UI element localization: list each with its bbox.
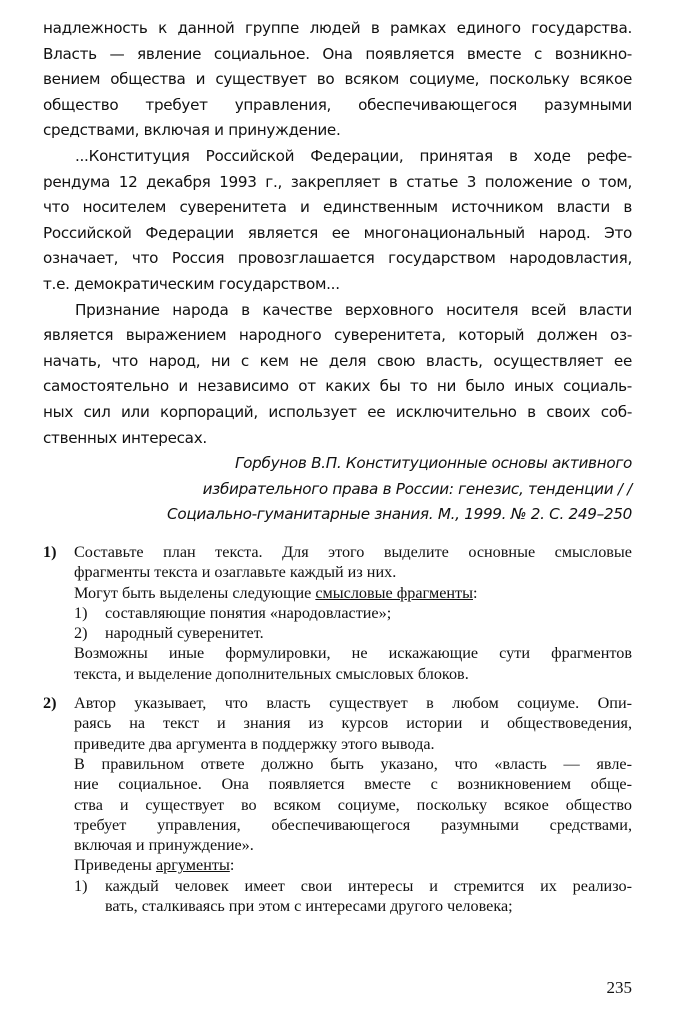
sub-item-body <box>105 876 632 917</box>
text-line: каждый человек имеет свои интересы и стремится их реализо- <box>105 876 632 895</box>
text-line: Составьте план текста. Для этого выделите основные смысловые <box>74 543 632 561</box>
sub-item-body <box>105 603 632 623</box>
text-line: надлежность к данной группе людей в рамках единого государства. <box>43 19 632 37</box>
text-line: является выражением народного суверенитета, который должен оз- <box>43 326 632 345</box>
text-line: рендума 12 декабря 1993 г., закрепляет в статье 3 положение о том, <box>43 172 632 191</box>
text-line: В правильном ответе должно быть указано, что «власть — явле- <box>74 754 632 773</box>
sub-item <box>74 876 632 917</box>
underlined-term: аргументы <box>155 856 230 875</box>
source-passage <box>43 16 632 528</box>
text-line: что носителем суверенитета и единственным источником власти в <box>43 198 632 217</box>
citation <box>43 451 632 528</box>
citation-line: Социально-гуманитарные знания. М., 1999. № 2. С. 249–250 <box>167 505 632 524</box>
sub-item-number: 1) <box>74 603 88 622</box>
text-line: фрагменты текста и озаглавьте каждый из них. <box>74 563 397 582</box>
text-line: Российской Федерации является ее многонациональный народ. Это <box>43 223 632 242</box>
text-line: ных сил или корпораций, использует ее исключительно в своих соб- <box>43 402 632 421</box>
item-number: 1) <box>43 543 57 561</box>
text-line: Признание народа в качестве верховного носителя всей власти <box>75 300 632 319</box>
text-line: т.е. демократическим государством... <box>43 274 340 293</box>
text-line: общество требует управления, обеспечивающегося разумными <box>43 95 632 114</box>
text-line: ства и существует во всяком социуме, поскольку всякое общество <box>74 795 632 814</box>
passage-paragraph <box>43 16 632 144</box>
item-number: 2) <box>43 694 57 713</box>
page-number: 235 <box>606 978 632 997</box>
text-line: вать, сталкиваясь при этом с интересами другого человека; <box>105 897 513 916</box>
text-line: Возможны иные формулировки, не искажающие сути фрагментов <box>74 644 632 663</box>
item-body <box>74 693 632 916</box>
answer-item <box>43 542 632 684</box>
text-line: Приведены аргументы: <box>74 856 235 875</box>
sub-item <box>74 603 632 623</box>
underlined-term: смысловые фрагменты <box>315 583 474 602</box>
passage-paragraph <box>43 298 632 452</box>
text-line: Власть — явление социальное. Она появляется вместе с возникно- <box>43 44 632 63</box>
text-line: ственных интересах. <box>43 428 207 447</box>
sub-item-number: 2) <box>74 624 88 643</box>
text-line: Автор указывает, что власть существует в любом социуме. Опи- <box>74 694 632 713</box>
text-line: народный суверенитет. <box>105 624 264 643</box>
passage-paragraph <box>43 144 632 298</box>
text-line: ...Конституция Российской Федерации, принятая в ходе рефе- <box>75 146 632 165</box>
sub-item-body <box>105 623 632 643</box>
text-line: самостоятельно и независимо от каких бы то ни было иных социаль- <box>43 377 632 396</box>
text-line: требует управления, обеспечивающегося разумными средствами, <box>74 815 632 834</box>
text-line: означает, что Россия провозглашается государством народовластия, <box>43 249 632 268</box>
citation-line: избирательного права в России: генезис, тенденции / / <box>202 479 632 498</box>
text-line: включая и принуждение». <box>74 836 254 855</box>
answer-key <box>43 542 632 925</box>
citation-line: Горбунов В.П. Конституционные основы активного <box>235 454 632 473</box>
text-line: ние социальное. Она появляется вместе с возникновением обще- <box>74 775 632 794</box>
text-line: средствами, включая и принуждение. <box>43 121 341 140</box>
text-line: раясь на текст и знания из курсов истории и обществоведения, <box>74 714 632 733</box>
text-line: составляющие понятия «народовластие»; <box>105 603 392 622</box>
item-body <box>74 542 632 684</box>
text-line: приведите два аргумента в поддержку этого вывода. <box>74 734 435 753</box>
text-line: начать, что народ, ни с кем не деля свою власть, осуществляет ее <box>43 351 632 370</box>
text-line: текста, и выделение дополнительных смысловых блоков. <box>74 664 469 683</box>
sub-item-number: 1) <box>74 876 88 895</box>
sub-item <box>74 623 632 643</box>
answer-item <box>43 693 632 916</box>
text-line: вением общества и существует во всяком социуме, поскольку всякое <box>43 70 632 89</box>
text-line: Могут быть выделены следующие смысловые фрагменты: <box>74 583 478 602</box>
